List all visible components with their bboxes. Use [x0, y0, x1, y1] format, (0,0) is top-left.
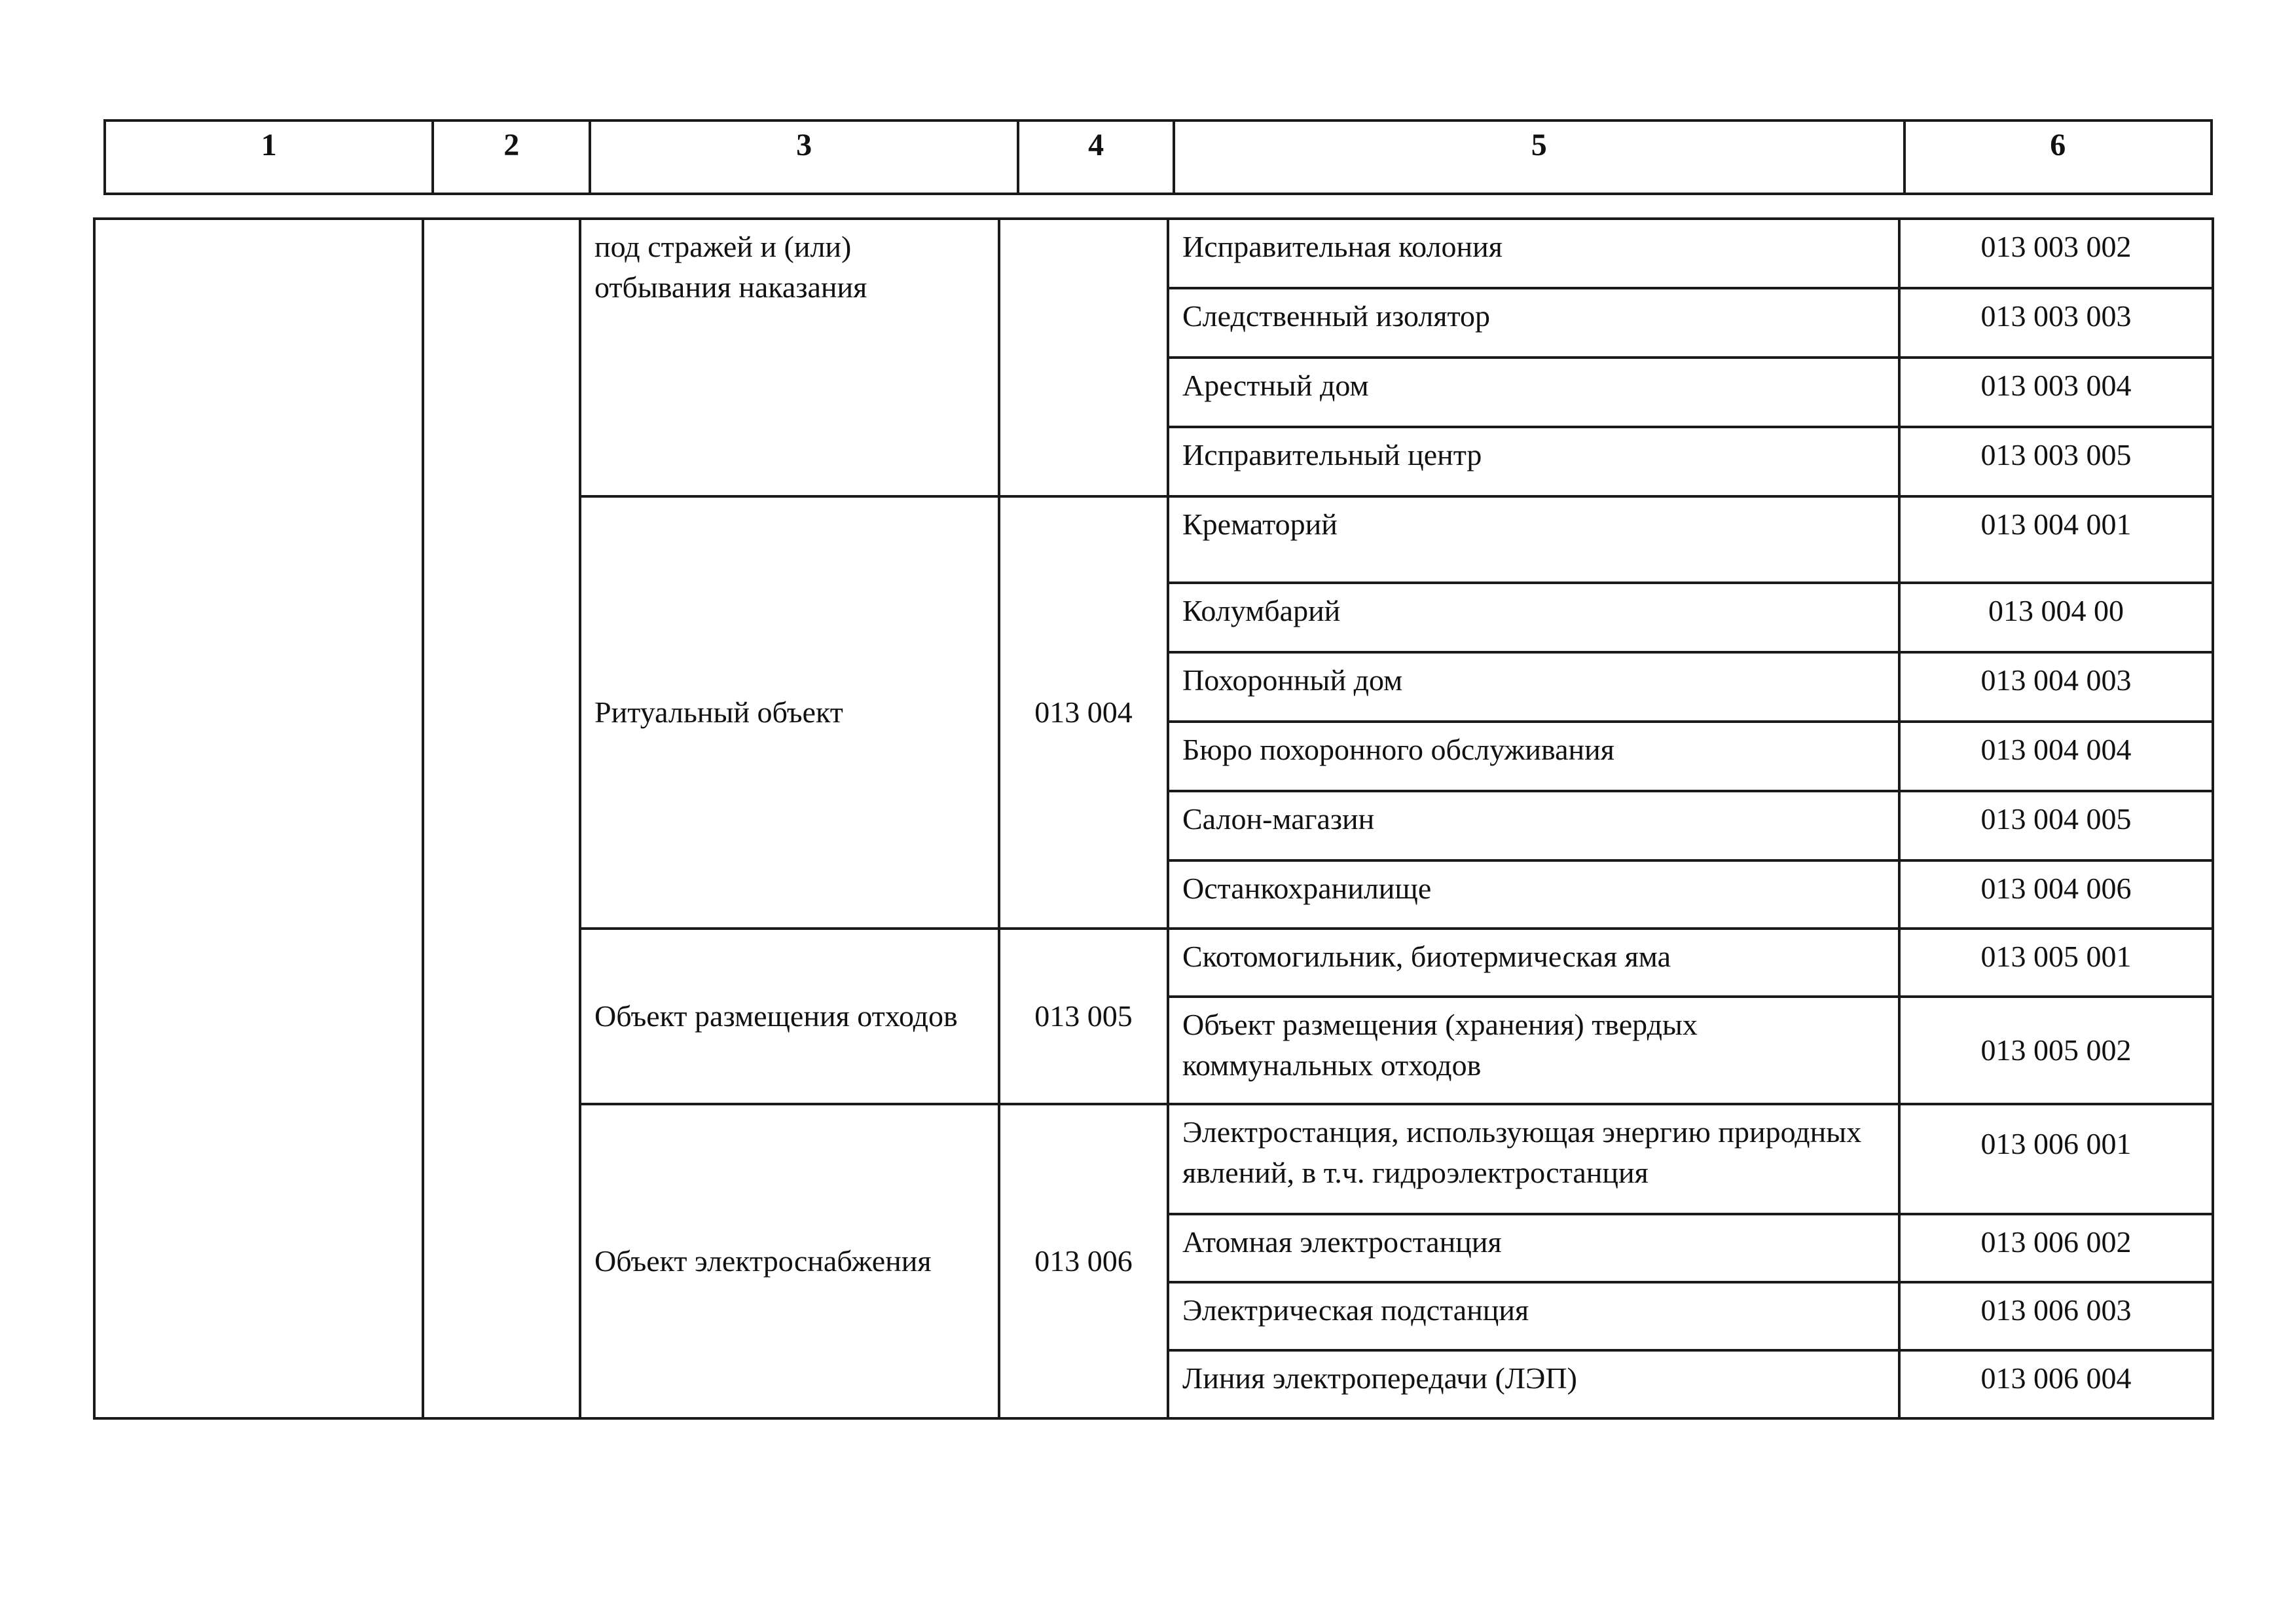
item-name: Похоронный дом	[1168, 652, 1899, 722]
item-code: 013 003 005	[1899, 427, 2213, 496]
group-name: Ритуальный объект	[580, 496, 999, 929]
group-code: 013 006	[999, 1104, 1168, 1418]
item-name: Линия электропередачи (ЛЭП)	[1168, 1350, 1899, 1418]
item-code: 013 005 001	[1899, 929, 2213, 997]
item-name: Следственный изолятор	[1168, 288, 1899, 358]
item-name: Крематорий	[1168, 496, 1899, 583]
column-number: 2	[433, 120, 590, 194]
item-code: 013 006 001	[1899, 1104, 2213, 1214]
item-code: 013 004 00	[1899, 583, 2213, 652]
item-name: Исправительная колония	[1168, 219, 1899, 288]
group-code: 013 004	[999, 496, 1168, 929]
item-code: 013 006 002	[1899, 1214, 2213, 1282]
column-number: 5	[1174, 120, 1904, 194]
item-code: 013 004 001	[1899, 496, 2213, 583]
column-number-header	[103, 119, 2213, 195]
item-code: 013 006 004	[1899, 1350, 2213, 1418]
item-code: 013 004 004	[1899, 722, 2213, 791]
group-name: Объект размещения отходов	[580, 929, 999, 1104]
item-name: Электрическая подстанция	[1168, 1282, 1899, 1350]
item-code: 013 003 003	[1899, 288, 2213, 358]
item-name: Атомная электростанция	[1168, 1214, 1899, 1282]
item-code: 013 004 003	[1899, 652, 2213, 722]
column-number: 6	[1904, 120, 2212, 194]
column-1-cell	[94, 219, 423, 1418]
item-name: Арестный дом	[1168, 358, 1899, 427]
item-code: 013 006 003	[1899, 1282, 2213, 1350]
item-code: 013 003 002	[1899, 219, 2213, 288]
item-name: Останкохранилище	[1168, 860, 1899, 929]
item-code: 013 003 004	[1899, 358, 2213, 427]
column-number: 3	[590, 120, 1018, 194]
column-number: 1	[105, 120, 433, 194]
column-number: 4	[1018, 120, 1174, 194]
item-code: 013 005 002	[1899, 997, 2213, 1104]
item-name: Салон-магазин	[1168, 791, 1899, 860]
item-name: Скотомогильник, биотермическая яма	[1168, 929, 1899, 997]
item-name: Исправительный центр	[1168, 427, 1899, 496]
group-code: 013 005	[999, 929, 1168, 1104]
group-name: под стражей и (или) отбывания наказания	[580, 219, 999, 496]
item-name: Электростанция, использующая энергию природных явлений, в т.ч. гидроэлектростанция	[1168, 1104, 1899, 1214]
column-2-cell	[423, 219, 580, 1418]
classification-table	[93, 217, 2214, 1420]
item-name: Колумбарий	[1168, 583, 1899, 652]
item-name: Бюро похоронного обслуживания	[1168, 722, 1899, 791]
item-code: 013 004 006	[1899, 860, 2213, 929]
table-row	[94, 219, 2213, 288]
item-name: Объект размещения (хранения) твердых коммунальных отходов	[1168, 997, 1899, 1104]
header-row	[105, 120, 2212, 194]
group-code	[999, 219, 1168, 496]
group-name: Объект электроснабжения	[580, 1104, 999, 1418]
item-code: 013 004 005	[1899, 791, 2213, 860]
